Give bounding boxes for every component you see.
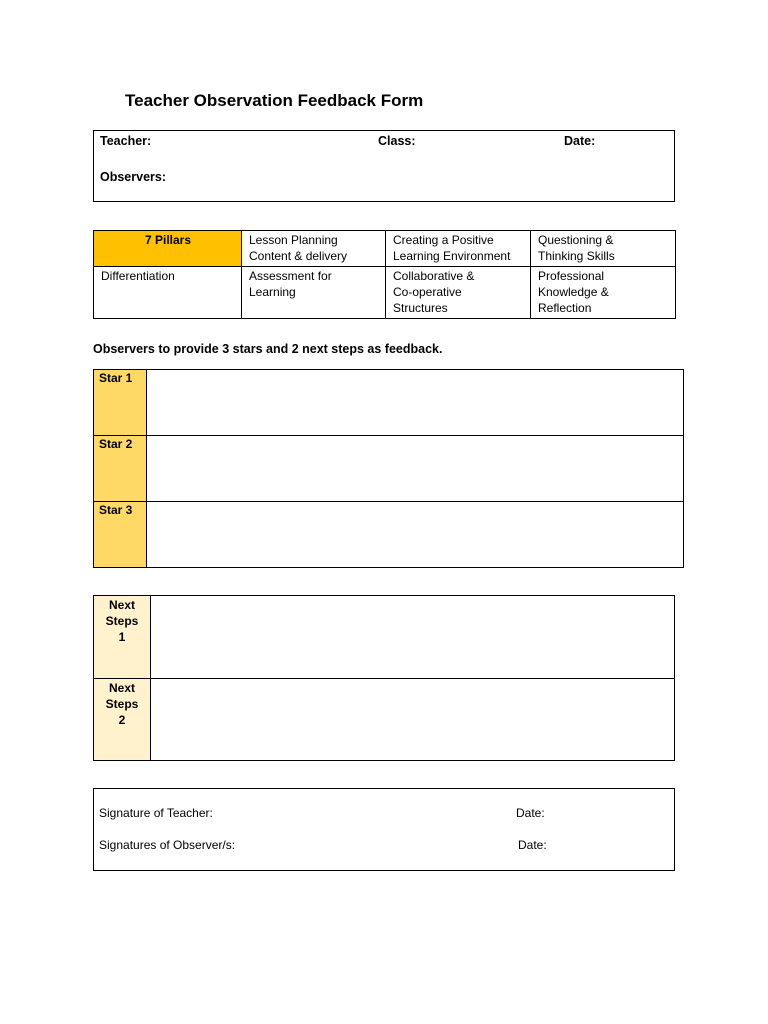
pillar-text: Lesson Planning bbox=[249, 233, 338, 247]
pillars-row bbox=[94, 267, 676, 319]
next-step-feedback-field[interactable] bbox=[151, 679, 675, 761]
star-row bbox=[94, 436, 684, 502]
star-label: Star 3 bbox=[94, 502, 147, 568]
next-step-row bbox=[94, 679, 675, 761]
next-step-label bbox=[94, 596, 151, 679]
star-label: Star 1 bbox=[94, 370, 147, 436]
signatures-box bbox=[93, 788, 675, 871]
pillar-cell bbox=[531, 231, 676, 267]
star-feedback-field[interactable] bbox=[147, 370, 684, 436]
star-feedback-field[interactable] bbox=[147, 502, 684, 568]
pillar-text: Questioning & bbox=[538, 233, 614, 247]
pillar-text: Knowledge & bbox=[538, 285, 609, 299]
pillar-text: Professional bbox=[538, 269, 605, 283]
next-step-label bbox=[94, 679, 151, 761]
header-info-box bbox=[93, 130, 675, 202]
instruction-text: Observers to provide 3 stars and 2 next steps as feedback. bbox=[93, 342, 443, 356]
pillar-text: Learning Environment bbox=[393, 249, 511, 263]
form-title: Teacher Observation Feedback Form bbox=[125, 91, 424, 110]
pillars-heading-text: 7 Pillars bbox=[144, 233, 192, 247]
next-step-text: Steps bbox=[105, 697, 139, 711]
teacher-signature-label: Signature of Teacher: bbox=[99, 806, 213, 820]
pillar-cell bbox=[386, 267, 531, 319]
observers-label: Observers: bbox=[100, 170, 167, 184]
observer-signature-date-label: Date: bbox=[518, 838, 547, 852]
pillar-text: Reflection bbox=[538, 301, 592, 315]
pillars-table bbox=[93, 230, 676, 319]
star-label: Star 2 bbox=[94, 436, 147, 502]
pillar-text: Learning bbox=[249, 285, 296, 299]
next-step-feedback-field[interactable] bbox=[151, 596, 675, 679]
teacher-signature-date-label: Date: bbox=[516, 806, 545, 820]
stars-table bbox=[93, 369, 684, 568]
star-row bbox=[94, 370, 684, 436]
pillar-cell bbox=[94, 267, 242, 319]
next-step-text: 2 bbox=[118, 713, 126, 727]
pillar-cell bbox=[242, 231, 386, 267]
star-row bbox=[94, 502, 684, 568]
pillar-text: Differentiation bbox=[101, 269, 175, 283]
pillar-cell bbox=[531, 267, 676, 319]
pillar-cell bbox=[386, 231, 531, 267]
class-label: Class: bbox=[378, 134, 416, 148]
observer-signature-label: Signatures of Observer/s: bbox=[99, 838, 236, 852]
next-step-row bbox=[94, 596, 675, 679]
date-label: Date: bbox=[564, 134, 596, 148]
star-feedback-field[interactable] bbox=[147, 436, 684, 502]
pillar-text: Co-operative bbox=[393, 285, 462, 299]
next-step-text: Next bbox=[108, 681, 135, 695]
pillar-cell bbox=[242, 267, 386, 319]
pillar-text: Thinking Skills bbox=[538, 249, 615, 263]
pillar-text: Collaborative & bbox=[393, 269, 475, 283]
next-step-text: Next bbox=[108, 598, 135, 612]
pillar-text: Creating a Positive bbox=[393, 233, 494, 247]
pillars-heading bbox=[94, 231, 242, 267]
pillar-text: Content & delivery bbox=[249, 249, 348, 263]
next-step-text: Steps bbox=[105, 614, 139, 628]
teacher-label: Teacher: bbox=[100, 134, 152, 148]
pillar-text: Assessment for bbox=[249, 269, 332, 283]
next-step-text: 1 bbox=[118, 630, 126, 644]
next-steps-table bbox=[93, 595, 675, 761]
pillars-row bbox=[94, 231, 676, 267]
pillar-text: Structures bbox=[393, 301, 448, 315]
